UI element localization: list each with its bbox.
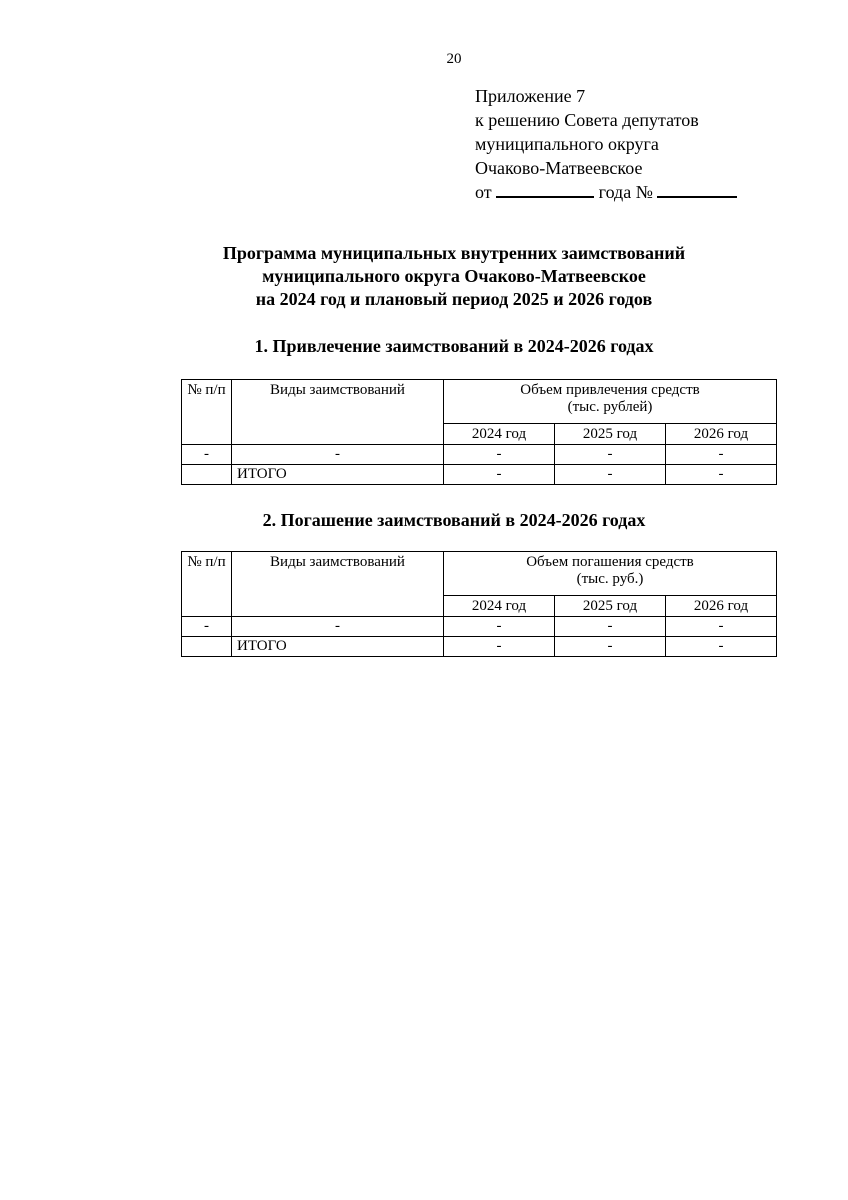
row-value: - [444,445,555,465]
section1-heading: 1. Привлечение заимствований в 2024-2026 годах [254,336,654,356]
title-line: Программа муниципальных внутренних заимствований [222,243,686,263]
date-prefix: от [475,182,492,202]
row-value: - [555,445,666,465]
row-kind: - [232,445,444,465]
title-line: муниципального округа Очаково-Матвеевское [262,266,646,286]
total-label: ИТОГО [232,465,444,485]
table-row [182,617,777,637]
row-value: - [555,617,666,637]
col-num-header: № п/п [182,380,232,445]
appendix-line: Очаково-Матвеевское [475,158,643,178]
year-header: 2026 год [666,424,777,445]
total-value: - [666,637,777,657]
col-volume-unit: (тыс. руб.) [576,571,644,587]
title-line: на 2024 год и плановый период 2025 и 2026 годов [255,289,653,309]
row-value: - [666,445,777,465]
col-num-header: № п/п [182,552,232,617]
appendix-block [475,84,737,204]
date-blank [496,182,594,198]
section2-heading: 2. Погашение заимствований в 2024-2026 годах [262,510,646,530]
total-value: - [555,637,666,657]
row-value: - [666,617,777,637]
total-value: - [444,465,555,485]
year-word: года № [598,182,653,202]
col-kind-header: Виды заимствований [232,552,444,617]
appendix-line: муниципального округа [475,134,659,154]
appendix-line: к решению Совета депутатов [475,110,699,130]
total-label: ИТОГО [232,637,444,657]
col-volume-label: Объем привлечения средств [520,382,700,398]
borrowing-repayment-table [181,551,777,657]
table-row [182,445,777,465]
year-header: 2025 год [555,596,666,617]
year-header: 2024 год [444,596,555,617]
row-num: - [182,617,232,637]
number-blank [657,182,737,198]
year-header: 2026 год [666,596,777,617]
document-title [0,242,848,311]
borrowing-attraction-table [181,379,777,485]
col-volume-header [444,552,777,596]
total-num [182,637,232,657]
total-value: - [555,465,666,485]
total-value: - [444,637,555,657]
total-row [182,465,777,485]
total-value: - [666,465,777,485]
total-num [182,465,232,485]
total-row [182,637,777,657]
col-volume-unit: (тыс. рублей) [567,399,653,415]
year-header: 2025 год [555,424,666,445]
row-num: - [182,445,232,465]
appendix-line: Приложение 7 [475,86,586,106]
year-header: 2024 год [444,424,555,445]
col-volume-header [444,380,777,424]
appendix-date-line [475,180,737,204]
row-value: - [444,617,555,637]
row-kind: - [232,617,444,637]
col-volume-label: Объем погашения средств [526,554,694,570]
page-number: 20 [446,51,462,67]
col-kind-header: Виды заимствований [232,380,444,445]
